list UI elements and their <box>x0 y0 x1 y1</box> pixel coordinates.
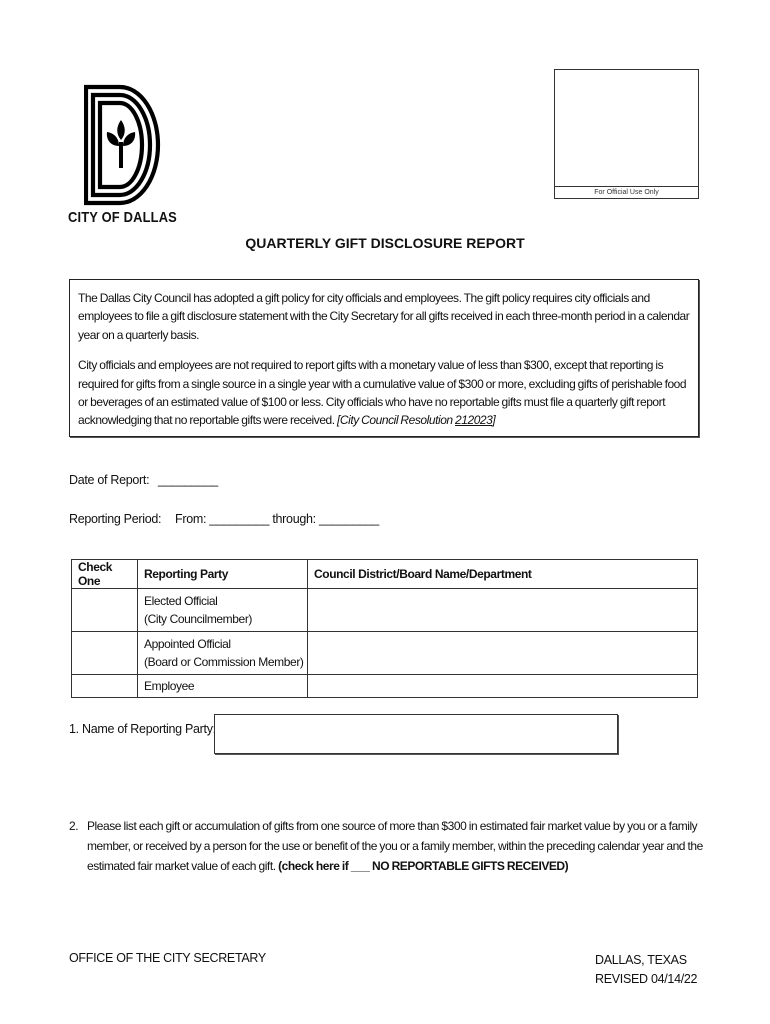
name-of-reporting-party-input[interactable] <box>214 714 618 754</box>
header-check-one: Check One <box>72 560 138 589</box>
question-2-text: Please list each gift or accumulation of gifts from one source of more than $300 in estimated fair market value by you or a family member, or received by a person for the use or benefit of the you or a family member, within the preceding calendar year and the estimated fair market value of each gift. (check here if ___ NO REPORTABLE GIFTS RECEIVED) <box>87 819 703 873</box>
name-of-reporting-party-label: 1. Name of Reporting Party: <box>69 722 216 736</box>
official-use-box <box>554 69 699 199</box>
party-appointed-official: Appointed Official (Board or Commission Member) <box>138 632 308 675</box>
question-2-number: 2. <box>69 819 79 833</box>
header-council-district: Council District/Board Name/Department <box>308 560 698 589</box>
footer-office: OFFICE OF THE CITY SECRETARY <box>69 951 266 965</box>
district-cell-appointed[interactable] <box>308 632 698 675</box>
reporting-period-field[interactable]: From: _________ through: _________ <box>175 512 379 526</box>
check-cell-employee[interactable] <box>72 675 138 698</box>
reporting-party-table <box>71 559 698 698</box>
question-2 <box>69 816 709 876</box>
footer-location: DALLAS, TEXAS <box>595 953 687 967</box>
policy-paragraph-2: City officials and employees are not required to report gifts with a monetary value of less than $300, except that reporting is required for gifts from a single source in a single year with a cumulative value of $300 or more, excluding gifts of perishable food or beverages of an estimated value of $100 or less. City officials who have no reportable gifts must file a quarterly gift report acknowledging that no reportable gifts were received. [City Council Resolution 212023] <box>78 358 687 428</box>
reporting-period-label: Reporting Period: <box>69 512 162 526</box>
date-of-report-label: Date of Report: <box>69 473 150 487</box>
footer-revised: REVISED 04/14/22 <box>595 972 698 986</box>
city-of-dallas-logo <box>84 84 162 206</box>
policy-paragraph-1: The Dallas City Council has adopted a gift policy for city officials and employees. The gift policy requires city officials and employees to file a gift disclosure statement with the City Secretary for all gifts received in each three-month period in a calendar year on a quarterly basis. <box>78 291 690 342</box>
check-cell-elected[interactable] <box>72 589 138 632</box>
report-title: QUARTERLY GIFT DISCLOSURE REPORT <box>245 235 525 251</box>
no-reportable-gifts-checkline[interactable]: (check here if ___ NO REPORTABLE GIFTS RECEIVED) <box>278 859 569 873</box>
district-cell-employee[interactable] <box>308 675 698 698</box>
header-reporting-party: Reporting Party <box>138 560 308 589</box>
city-name: CITY OF DALLAS <box>68 209 177 226</box>
official-use-caption: For Official Use Only <box>555 186 698 198</box>
date-of-report-field[interactable]: _________ <box>158 473 218 487</box>
party-elected-official: Elected Official (City Councilmember) <box>138 589 308 632</box>
policy-notice <box>69 279 699 437</box>
table-row <box>72 632 698 675</box>
table-row <box>72 589 698 632</box>
party-employee: Employee <box>138 675 308 698</box>
check-cell-appointed[interactable] <box>72 632 138 675</box>
policy-citation: [City Council Resolution 212023] <box>337 413 496 428</box>
district-cell-elected[interactable] <box>308 589 698 632</box>
footer-location-revision <box>595 951 697 989</box>
table-row <box>72 675 698 698</box>
table-header-row <box>72 560 698 589</box>
